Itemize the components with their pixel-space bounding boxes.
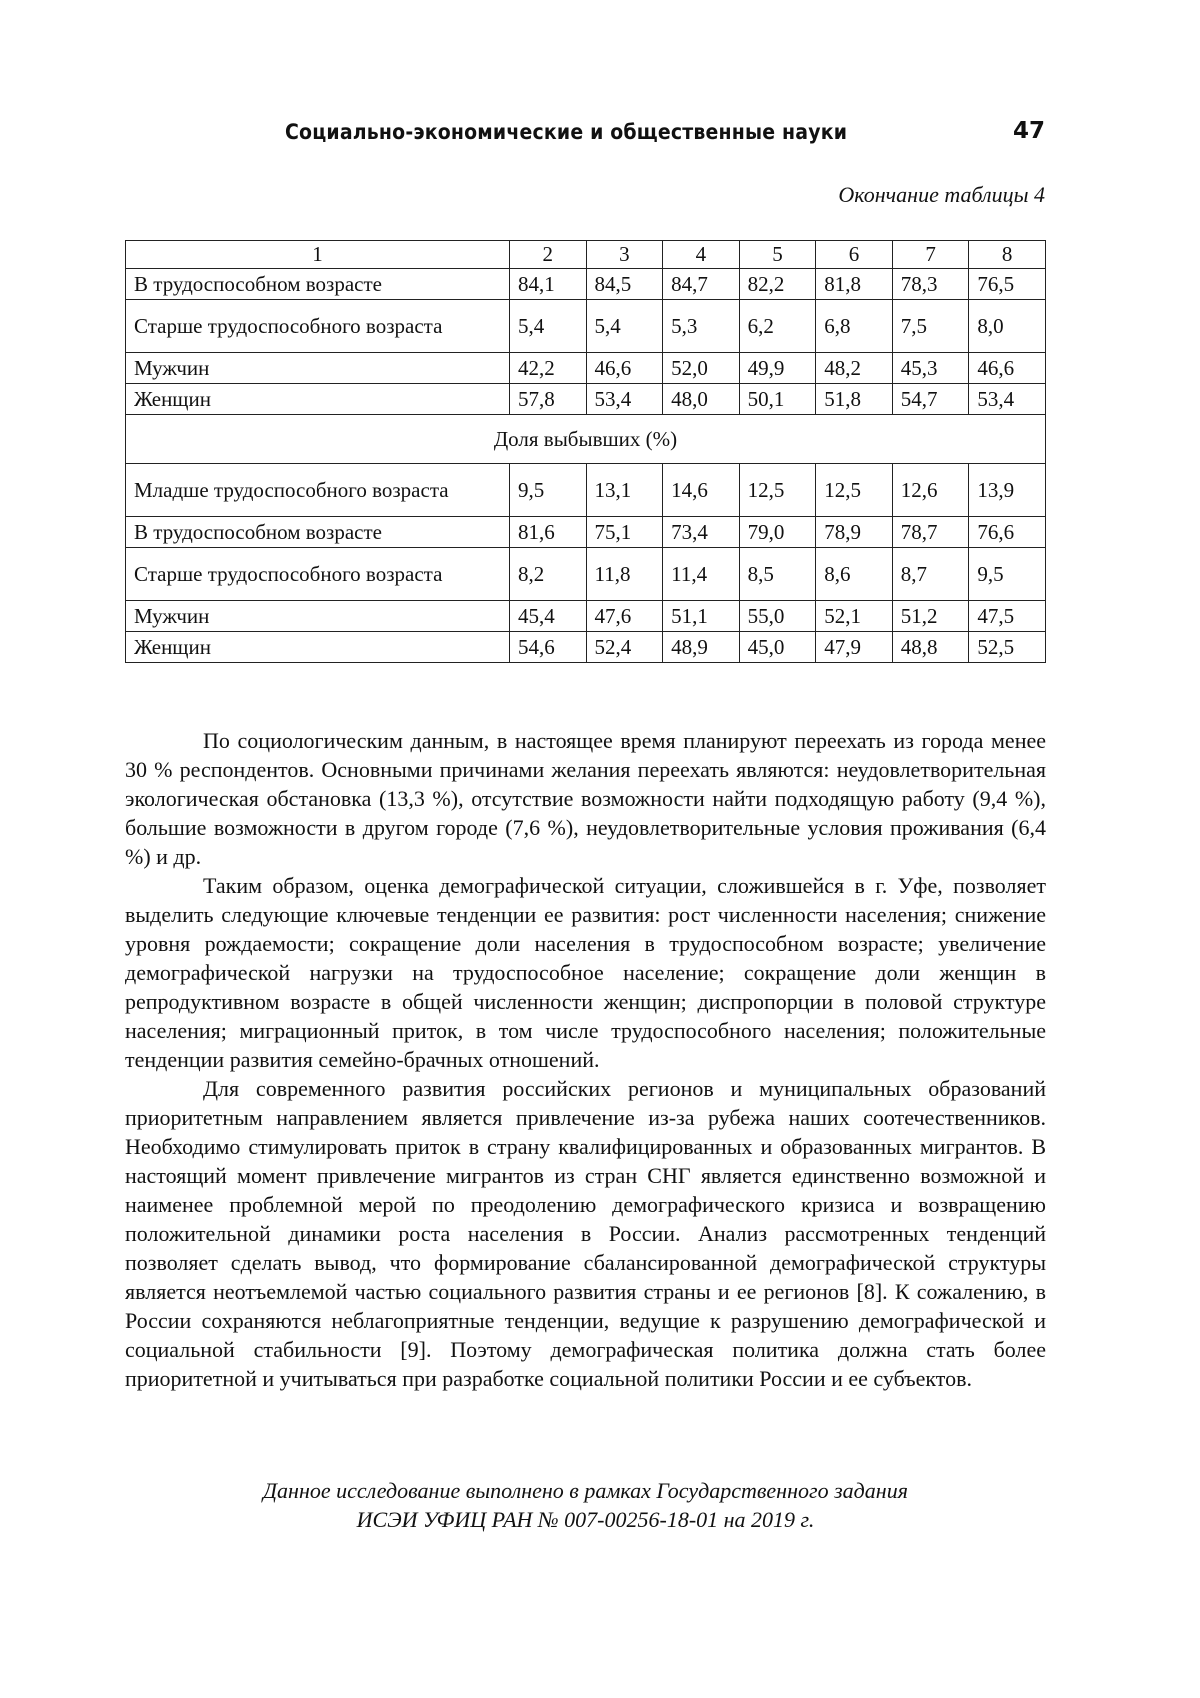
acknowledgement-line: Данное исследование выполнено в рамках Государственного задания (263, 1478, 908, 1503)
table-cell: 55,0 (739, 601, 816, 632)
table-cell: 45,4 (509, 601, 586, 632)
table-cell: 8,2 (509, 548, 586, 601)
table-cell: 46,6 (969, 353, 1046, 384)
table-cell: 51,2 (892, 601, 969, 632)
table-cell: 5,4 (509, 300, 586, 353)
table-cell: 12,5 (739, 464, 816, 517)
table-cell: 81,8 (816, 269, 893, 300)
column-header: 5 (739, 241, 816, 269)
table-cell: 12,5 (816, 464, 893, 517)
table-cell: 8,6 (816, 548, 893, 601)
table-section-row (126, 415, 1046, 464)
table-cell: 14,6 (663, 464, 740, 517)
table-cell: 8,7 (892, 548, 969, 601)
paragraph: По социологическим данным, в настоящее время планируют переехать из города менее 30 % респондентов. Основными причинами желания переехать являются: неудовлетворительная экологическая обстановка (13,3 %), отсутствие возможности найти подходящую работу (9,4 %), большие возможности в другом городе (7,6 %), неудовлетворительные условия проживания (6,4 %) и др. (125, 728, 1046, 869)
column-header: 8 (969, 241, 1046, 269)
table-cell: 52,0 (663, 353, 740, 384)
table-row (126, 601, 1046, 632)
table-cell: 5,3 (663, 300, 740, 353)
section-title: Доля выбывших (%) (126, 415, 1046, 464)
table-cell: 76,5 (969, 269, 1046, 300)
table-cell: 9,5 (509, 464, 586, 517)
running-head: Социально-экономические и общественные науки (285, 120, 848, 144)
page-number: 47 (1012, 118, 1045, 144)
table-cell: 78,7 (892, 517, 969, 548)
table-row (126, 300, 1046, 353)
table-cell: 53,4 (969, 384, 1046, 415)
table-cell: 11,4 (663, 548, 740, 601)
row-label: Мужчин (126, 601, 510, 632)
table-cell: 8,5 (739, 548, 816, 601)
table-cell: 5,4 (586, 300, 663, 353)
column-header: 6 (816, 241, 893, 269)
table-cell: 47,9 (816, 632, 893, 663)
row-label: В трудоспособном возрасте (126, 517, 510, 548)
page-header (125, 118, 1045, 158)
table-row (126, 353, 1046, 384)
table-caption: Окончание таблицы 4 (838, 182, 1045, 207)
table-cell: 12,6 (892, 464, 969, 517)
row-label: В трудоспособном возрасте (126, 269, 510, 300)
table-cell: 9,5 (969, 548, 1046, 601)
table-cell: 48,9 (663, 632, 740, 663)
table-cell: 50,1 (739, 384, 816, 415)
table-cell: 54,6 (509, 632, 586, 663)
table-cell: 82,2 (739, 269, 816, 300)
table-cell: 76,6 (969, 517, 1046, 548)
table-cell: 51,8 (816, 384, 893, 415)
table-cell: 42,2 (509, 353, 586, 384)
table-row (126, 464, 1046, 517)
table-cell: 7,5 (892, 300, 969, 353)
column-header: 1 (126, 241, 510, 269)
table-cell: 48,8 (892, 632, 969, 663)
row-label: Женщин (126, 384, 510, 415)
table-cell: 13,9 (969, 464, 1046, 517)
table-cell: 78,9 (816, 517, 893, 548)
column-header: 7 (892, 241, 969, 269)
paragraph: Для современного развития российских регионов и муниципальных образований приоритетным направлением является привлечение из-за рубежа наших соотечественников. Необходимо стимулировать приток в страну квалифицированных и образованных мигрантов. В настоящий момент привлечение мигрантов из стран СНГ является единственно возможной и наименее проблемной мерой по преодолению демографического кризиса и возвращению положительной динамики роста населения в России. Анализ рассмотренных тенденций позволяет сделать вывод, что формирование сбалансированной демографической структуры является неотъемлемой частью социального развития страны и ее регионов [8]. К сожалению, в России сохраняются неблагоприятные тенденции, ведущие к разрушению демографической и социальной стабильности [9]. Поэтому демографическая политика должна стать более приоритетной и учитываться при разработке социальной политики России и ее субъектов. (125, 1076, 1046, 1391)
table-cell: 79,0 (739, 517, 816, 548)
table-cell: 49,9 (739, 353, 816, 384)
table-cell: 57,8 (509, 384, 586, 415)
table-cell: 13,1 (586, 464, 663, 517)
table-cell: 46,6 (586, 353, 663, 384)
acknowledgement (125, 1476, 1046, 1534)
row-label: Старше трудоспособного возраста (126, 300, 510, 353)
table-cell: 75,1 (586, 517, 663, 548)
table-cell: 47,5 (969, 601, 1046, 632)
table-cell: 52,5 (969, 632, 1046, 663)
table-cell: 6,8 (816, 300, 893, 353)
table-cell: 6,2 (739, 300, 816, 353)
table-row (126, 384, 1046, 415)
table-cell: 45,0 (739, 632, 816, 663)
row-label: Женщин (126, 632, 510, 663)
column-header: 3 (586, 241, 663, 269)
table-cell: 73,4 (663, 517, 740, 548)
table-row (126, 269, 1046, 300)
table-cell: 84,1 (509, 269, 586, 300)
table-row (126, 632, 1046, 663)
table-cell: 81,6 (509, 517, 586, 548)
table-header-row (126, 241, 1046, 269)
table-cell: 52,4 (586, 632, 663, 663)
row-label: Мужчин (126, 353, 510, 384)
column-header: 2 (509, 241, 586, 269)
table-cell: 11,8 (586, 548, 663, 601)
table-cell: 45,3 (892, 353, 969, 384)
table-cell: 78,3 (892, 269, 969, 300)
table-cell: 48,0 (663, 384, 740, 415)
column-header: 4 (663, 241, 740, 269)
body-text (125, 726, 1046, 1393)
table-cell: 48,2 (816, 353, 893, 384)
table-cell: 8,0 (969, 300, 1046, 353)
acknowledgement-line: ИСЭИ УФИЦ РАН № 007-00256-18-01 на 2019 г. (356, 1507, 815, 1532)
table-cell: 51,1 (663, 601, 740, 632)
table-cell: 47,6 (586, 601, 663, 632)
table-cell: 84,5 (586, 269, 663, 300)
table-cell: 84,7 (663, 269, 740, 300)
table-cell: 53,4 (586, 384, 663, 415)
table-cell: 54,7 (892, 384, 969, 415)
table-cell: 52,1 (816, 601, 893, 632)
data-table (125, 240, 1046, 663)
paragraph: Таким образом, оценка демографической ситуации, сложившейся в г. Уфе, позволяет выделить следующие ключевые тенденции ее развития: рост численности населения; снижение уровня рождаемости; сокращение доли населения в трудоспособном возрасте; увеличение демографической нагрузки на трудоспособное население; сокращение доли женщин в репродуктивном возрасте в общей численности женщин; диспропорции в половой структуре населения; миграционный приток, в том числе трудоспособного населения; положительные тенденции развития семейно-брачных отношений. (125, 873, 1046, 1072)
table-row (126, 517, 1046, 548)
row-label: Младше трудоспособного возраста (126, 464, 510, 517)
table-row (126, 548, 1046, 601)
row-label: Старше трудоспособного возраста (126, 548, 510, 601)
